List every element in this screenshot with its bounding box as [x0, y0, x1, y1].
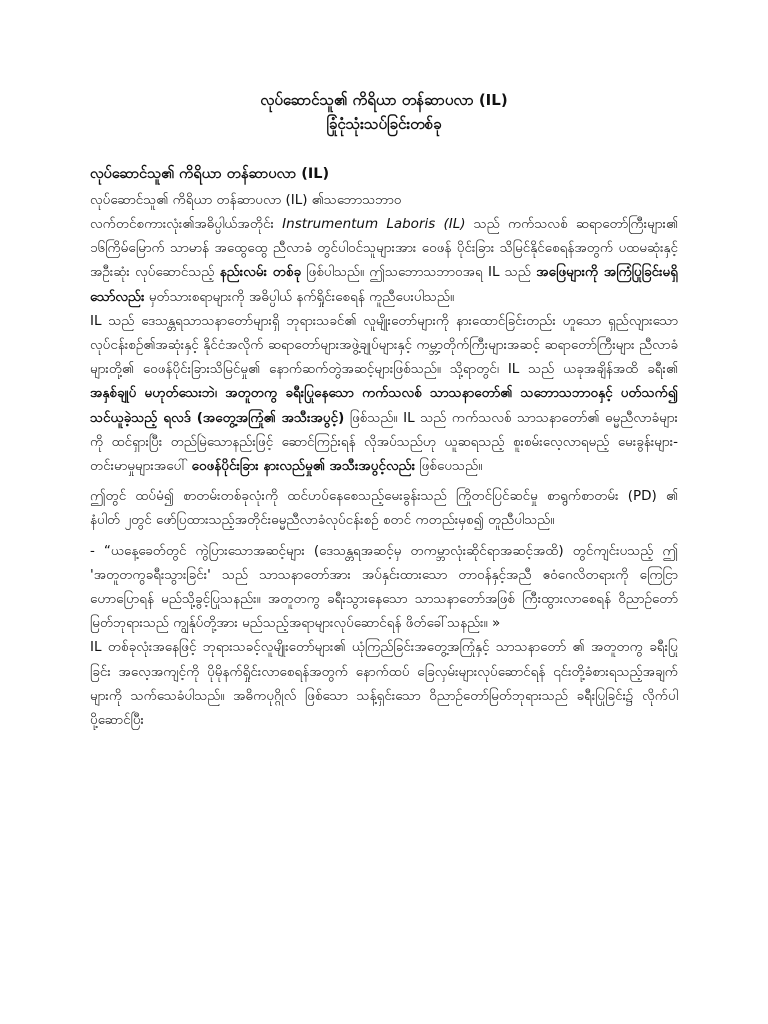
section-heading: လုပ်ဆောင်သူ၏ ကိရိယာ တန်ဆာပလာ (IL) — [90, 166, 330, 182]
paragraph-3: ဤတွင် ထပ်မံ၍ စာတမ်းတစ်ခုလုံးကို ထင်ဟပ်နေစေသည့်မေးခွန်းသည် ကြိုတင်ပြင်ဆင်မှု စာရွက်စာတမ်း (PD) ၏ နံပါတ် ၂တွင် ဖော်ပြထားသည့်အတိုင်းဓမ္မညီလာခံလုပ်ငန်းစဉ် စတင် ကတည်းမှစ၍ တူညီပါသည်။ — [90, 488, 678, 529]
emphasis: အနှစ်ချုပ် မဟုတ်သေးဘဲ၊ အတူတကွ ခရီးပြုနေသော ကက်သလစ် သာသနာတော်၏ သဘောသဘာဝနှင့် ပတ်သက်၍ သင်ယူခဲ့သည့် ရလဒ် (အတွေ့အကြုံ၏ အသီးအပွင့်) — [90, 385, 678, 426]
paragraph-4-quote: - “ယနေ့ခေတ်တွင် ကွဲပြားသောအဆင့်များ (ဒေသန္တရအဆင့်မှ တကမ္ဘာလုံးဆိုင်ရာအဆင့်အထိ) တွင်ကျင်းပသည့် ဤ 'အတူတကွခရီးသွားခြင်း' သည် သာသနာတော်အား အပ်နှင်းထားသော တာဝန်နှင့်အညီ ဧဝံဂေလိတရားကို ကြေငြာဟောပြောရန် မည်သို့ခွင့်ပြုသနည်း။ အတူတကွ ခရီးသွားနေသော သာသနာတော်အဖြစ် ကြီးထွားလာစေရန် ဝိညာဉ်တော်မြတ်ဘုရားသည် ကျွန်ုပ်တို့အား မည်သည့်အရာများလုပ်ဆောင်ရန် ဖိတ်ခေါ်သနည်း။ » — [90, 542, 678, 632]
title-line-1: လုပ်ဆောင်သူ၏ ကိရိယာ တန်ဆာပလာ (IL) — [260, 91, 508, 109]
paragraph-1: လက်တင်စကားလုံး၏အဓိပ္ပါယ်အတိုင်း Instrumentum Laboris (IL) သည် ကက်သလစ် ဆရာတော်ကြီးများ၏ ၁၆ကြိမ်မြောက် သာမာန် အထွေထွေ ညီလာခံ တွင်ပါဝင်သူများအား ဝေဖန် ပိုင်းခြား သိမြင်နိုင်စေရန်အတွက် ပထမဆုံးနှင့် အဦးဆုံး လုပ်ဆောင်သည့် နည်းလမ်း တစ်ခု ဖြစ်ပါသည်။ ဤသဘောသဘာဝအရ IL သည် အဖြေများကို အကြံပြုခြင်းမရှိသော်လည်း မှတ်သားစရာများကို အဓိပ္ပါယ် နက်ရှိုင်းစေရန် ကူညီပေးပါသည်။ — [90, 216, 679, 305]
emphasis: ဝေဖန်ပိုင်းခြား နားလည်မှု၏ အသီးအပွင့်လည်း — [191, 458, 416, 475]
title-line-2: ခြုံငုံသုံးသပ်ခြင်းတစ်ခု — [326, 115, 442, 133]
paragraph-2: IL သည် ဒေသန္တရသာသနာတော်များရှိ ဘုရားသခင်၏ လူမျိုးတော်များကို နားထောင်ခြင်းတည်း ဟူသော ရှည်လျားသောလုပ်ငန်းစဉ်၏အဆုံးနှင့် နိုင်ငံအလိုက် ဆရာတော်များအဖွဲ့ချုပ်များနှင့် ကမ္ဘာ့တိုက်ကြီးများအဆင့် ဆရာတော်ကြီးများ ညီလာခံများတို့၏ ဝေဖန်ပိုင်းခြားသိမြင်မှု၏ နောက်ဆက်တွဲအဆင့်များဖြစ်သည်။ သို့ရာတွင်၊ IL သည် ယခုအချိန်အထိ ခရီး၏ အနှစ်ချုပ် မဟုတ်သေးဘဲ၊ အတူတကွ ခရီးပြုနေသော ကက်သလစ် သာသနာတော်၏ သဘောသဘာဝနှင့် ပတ်သက်၍ သင်ယူခဲ့သည့် ရလဒ် (အတွေ့အကြုံ၏ အသီးအပွင့်) ဖြစ်သည်။ IL သည် ကက်သလစ် သာသနာတော်၏ ဓမ္မညီလာခံများကို ထင်ရှားပြီး တည်မြဲသောနည်းဖြင့် ဆောင်ကြဉ်းရန် လိုအပ်သည်ဟု ယူဆရသည့် စူးစမ်းလေ့လာရမည့် မေးခွန်းများ-တင်းမာမှုများအပေါ် ဝေဖန်ပိုင်းခြား နားလည်မှု၏ အသီးအပွင့်လည်း ဖြစ်ပေသည်။ — [90, 312, 678, 475]
paragraph-5: IL တစ်ခုလုံးအနေဖြင့် ဘုရားသခင့်လူမျိုးတော်များ၏ ယုံကြည်ခြင်းအတွေ့အကြုံနှင့် သာသနာတော် ၏ အတူတကွ ခရီးပြုခြင်း အလေ့အကျင့်ကို ပိုမိုနက်ရှိုင်းလာစေရန်အတွက် နောက်ထပ် ခြေလှမ်းများလုပ်ဆောင်ရန် ၎င်းတို့ခံစားရသည့်အချက်များကို သက်သေခံပါသည်။ အဓိကပုဂ္ဂိုလ် ဖြစ်သော သန့်ရှင်းသော ဝိညာဉ်တော်မြတ်ဘုရားသည် ခရီးပြုခြင်း၌ လိုက်ပါ ပို့ဆောင်ပြီး — [90, 639, 678, 729]
subheading: လုပ်ဆောင်သူ၏ ကိရိယာ တန်ဆာပလာ (IL) ၏သဘောသဘာဝ — [90, 192, 402, 208]
document-title — [90, 88, 678, 136]
emphasis: နည်းလမ်း တစ်ခု — [219, 264, 302, 281]
latin-term: Instrumentum Laboris (IL) — [282, 216, 466, 232]
emphasis: အဖြေများကို အကြံပြုခြင်းမရှိသော်လည်း — [90, 264, 679, 305]
